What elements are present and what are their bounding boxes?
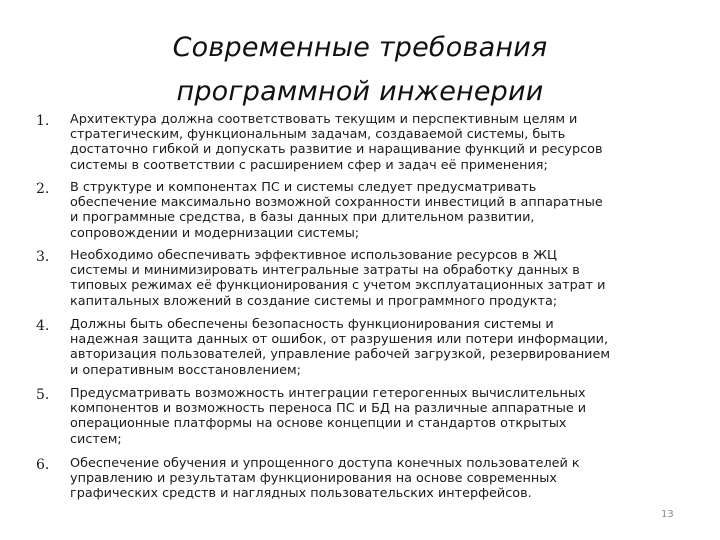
list-item-number: 4. (36, 318, 50, 334)
list-item-text: В структуре и компонентах ПС и системы следует предусматривать обеспечение максимально возможной сохранности инвестиций в аппаратные и программные средства, в базы данных при длительном развитии, сопровождении и модернизации системы; (70, 180, 603, 241)
list-item-number: 3. (36, 249, 50, 265)
list-item-number: 2. (36, 181, 50, 197)
list-item-text: Должны быть обеспечены безопасность функционирования системы и надежная защита данных от ошибок, от разрушения или потери информации, авторизация пользователей, управление рабочей загрузкой, резервированием и оперативным восстановлением; (70, 317, 611, 378)
slide-title (110, 26, 610, 114)
list-item-text: Необходимо обеспечивать эффективное использование ресурсов в ЖЦ системы и минимизировать интегральные затраты на обработку данных в типовых режимах её функционирования с учетом эксплуатационных затрат и капитальных вложений в создание системы и программного продукта; (70, 248, 606, 309)
list-item-number: 1. (36, 113, 50, 129)
list-item-text: Предусматривать возможность интеграции гетерогенных вычислительных компонентов и возможность переноса ПС и БД на различные аппаратные и операционные платформы на основе концепции и стандартов открытых систем; (70, 386, 587, 447)
slide-title-line-2: программной инженерии (176, 76, 544, 107)
list-item-number: 5. (36, 387, 50, 403)
list-item-text: Архитектура должна соответствовать текущим и перспективным целям и стратегическим, функциональным задачам, создаваемой системы, быть достаточно гибкой и допускать развитие и наращивание функций и ресурсов системы в соответствии с расширением сфер и задач её применения; (70, 112, 603, 173)
list-item-text: Обеспечение обучения и упрощенного доступа конечных пользователей к управлению и результатам функционирования на основе современных графических средств и наглядных пользовательских интерфейсов. (70, 456, 580, 502)
slide-title-line-1: Современные требования (172, 32, 548, 63)
page-number: 13 (661, 509, 674, 520)
list-item-number: 6. (36, 457, 50, 473)
